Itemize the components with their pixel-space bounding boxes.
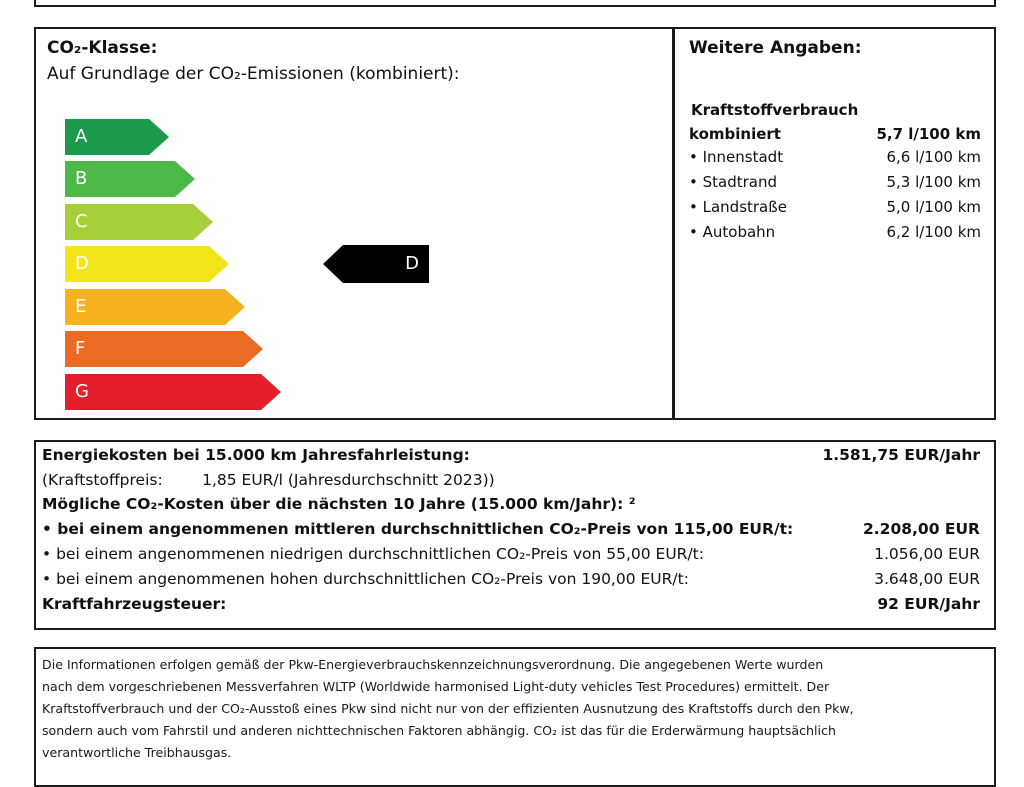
note-line: sondern auch vom Fahrstil und anderen nichttechnischen Faktoren abhängig. CO₂ ist das für die Erderwärmung hauptsächlich [42, 723, 836, 738]
note-line: Die Informationen erfolgen gemäß der Pkw-Energieverbrauchskennzeichnungsverordnung. Die angegebenen Werte wurden [42, 657, 824, 672]
vehicle-tax-row [42, 595, 980, 619]
co2-class-arrow-d [65, 246, 229, 282]
class-letter: A [75, 126, 88, 147]
class-arrow-shape [65, 289, 245, 325]
fuel-row-label: • Innenstadt [689, 148, 784, 166]
fuel-consumption-heading: Kraftstoffverbrauch [691, 101, 859, 119]
energy-costs-value: 1.581,75 EUR/Jahr [822, 446, 980, 464]
co2-scenario-high [42, 570, 980, 594]
class-letter: E [75, 296, 87, 317]
co2-class-arrow-a [65, 119, 169, 155]
scenario-value: 2.208,00 EUR [863, 520, 980, 538]
co2-class-arrow-e [65, 289, 245, 325]
fuel-row-value: 6,2 l/100 km [886, 223, 981, 241]
note-line: Kraftstoffverbrauch und der CO₂-Ausstoß eines Pkw sind nicht nur von der effizienten Ausnutzung des Kraftstoffs durch den Pkw, [42, 701, 854, 716]
fuel-row-label: • Stadtrand [689, 173, 778, 191]
co2-scenario-medium [42, 520, 980, 544]
current-class-letter: D [405, 253, 419, 274]
co2-class-arrow-f [65, 331, 263, 367]
class-letter: B [75, 168, 88, 189]
top-section-border [34, 0, 996, 7]
co2-scenario-low [42, 545, 980, 569]
class-letter: F [75, 338, 86, 359]
scenario-label: • bei einem angenommenen mittleren durchschnittlichen CO₂-Preis von 115,00 EUR/t: [42, 520, 794, 538]
co2-class-arrow-g [65, 374, 281, 410]
costs-panel [34, 440, 996, 630]
fuel-row-value: 5,0 l/100 km [886, 198, 981, 216]
energy-costs-row [42, 446, 980, 470]
fuel-row-value: 6,6 l/100 km [886, 148, 981, 166]
legal-note-text [42, 654, 977, 764]
legal-note-panel [34, 647, 996, 787]
current-class-marker [323, 245, 429, 283]
note-line: verantwortliche Treibhausgas. [42, 745, 232, 760]
fuel-row-landstrasse [689, 198, 981, 220]
class-letter: G [75, 381, 89, 402]
co2-class-subtitle: Auf Grundlage der CO₂-Emissionen (kombiniert): [47, 64, 460, 84]
co2-class-arrow-c [65, 204, 213, 240]
fuel-row-innenstadt [689, 148, 981, 170]
co2-class-panel [34, 27, 674, 420]
co2-costs-heading: Mögliche CO₂-Kosten über die nächsten 10 Jahre (15.000 km/Jahr): ² [42, 495, 636, 513]
energy-costs-label: Energiekosten bei 15.000 km Jahresfahrleistung: [42, 446, 470, 464]
fuel-row-combined [689, 125, 981, 147]
class-letter: D [75, 253, 89, 274]
scenario-label: • bei einem angenommenen niedrigen durchschnittlichen CO₂-Preis von 55,00 EUR/t: [42, 545, 704, 563]
note-line: nach dem vorgeschriebenen Messverfahren WLTP (Worldwide harmonised Light-duty vehicles Test Procedures) ermittelt. Der [42, 679, 830, 694]
co2-class-arrow-b [65, 161, 195, 197]
vehicle-tax-label: Kraftfahrzeugsteuer: [42, 595, 227, 613]
fuel-row-value: 5,7 l/100 km [876, 125, 981, 143]
class-arrow-shape [65, 331, 263, 367]
vehicle-tax-value: 92 EUR/Jahr [877, 595, 980, 613]
further-info-panel [673, 27, 996, 420]
co2-class-title: CO₂-Klasse: [47, 38, 158, 58]
class-arrow-shape [65, 374, 281, 410]
scenario-value: 3.648,00 EUR [874, 570, 980, 588]
fuel-price-row [42, 471, 980, 495]
fuel-row-value: 5,3 l/100 km [886, 173, 981, 191]
fuel-row-label: kombiniert [689, 125, 781, 143]
scenario-label: • bei einem angenommenen hohen durchschnittlichen CO₂-Preis von 190,00 EUR/t: [42, 570, 689, 588]
class-arrow-shape [65, 246, 229, 282]
fuel-row-stadtrand [689, 173, 981, 195]
class-letter: C [75, 211, 88, 232]
fuel-price-text: (Kraftstoffpreis: 1,85 EUR/l (Jahresdurchschnitt 2023)) [42, 471, 495, 489]
co2-costs-heading-row [42, 495, 980, 519]
fuel-row-label: • Autobahn [689, 223, 776, 241]
fuel-row-autobahn [689, 223, 981, 245]
fuel-row-label: • Landstraße [689, 198, 787, 216]
scenario-value: 1.056,00 EUR [874, 545, 980, 563]
further-info-title: Weitere Angaben: [689, 38, 862, 58]
